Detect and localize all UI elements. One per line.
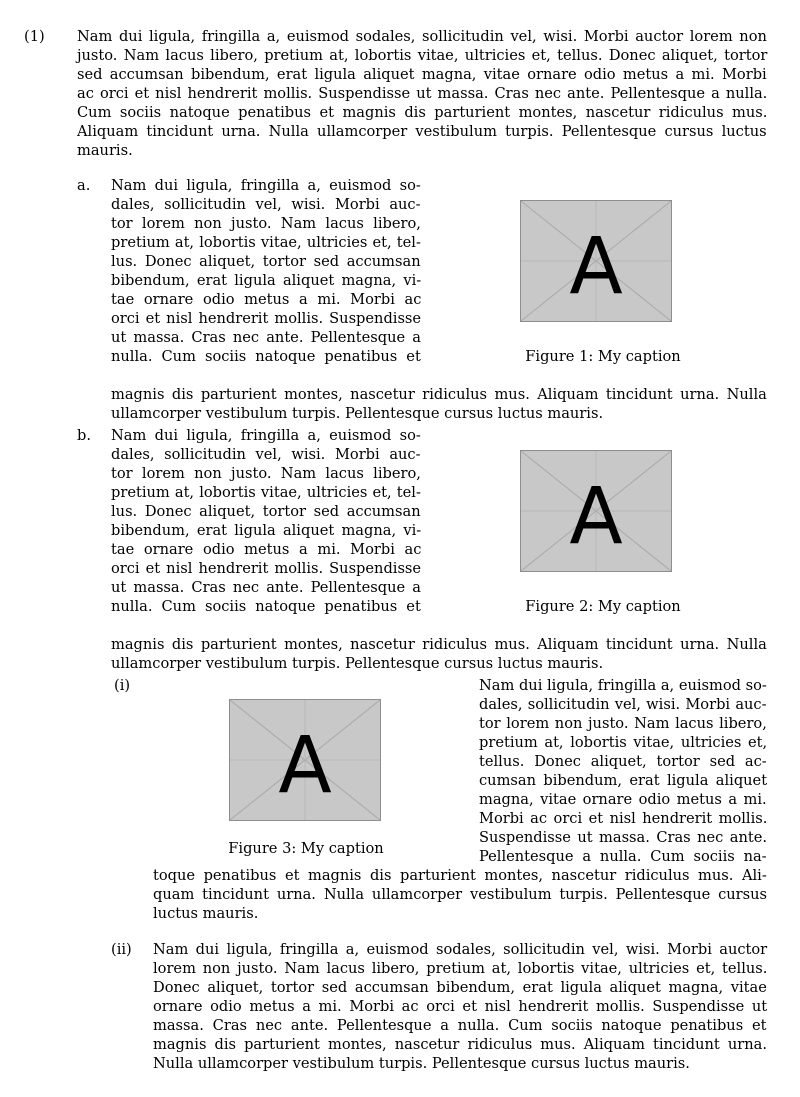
text-line: ut massa. Cras nec ante. Pellentesque a	[111, 579, 421, 596]
item-a-label: a.	[77, 177, 91, 194]
item-1-label: (1)	[24, 28, 45, 45]
text-line: dales, sollicitudin vel, wisi. Morbi auc-	[111, 446, 421, 463]
figure-3-caption: Figure 3: My caption	[228, 840, 384, 857]
text-line: Cum sociis natoque penatibus et magnis dis parturient montes, nascetur ridiculus mus.	[77, 104, 768, 121]
text-line: tor lorem non justo. Nam lacus libero,	[111, 215, 421, 232]
item-i-label: (i)	[114, 677, 131, 694]
text-line: ut massa. Cras nec ante. Pellentesque a	[111, 329, 421, 346]
text-line: Nam dui ligula, fringilla a, euismod sodales, sollicitudin vel, wisi. Morbi auctor	[153, 941, 768, 958]
placeholder-cross-icon	[521, 201, 671, 321]
text-line: quam tincidunt urna. Nulla ullamcorper vestibulum turpis. Pellentesque cursus	[153, 886, 768, 903]
text-line: Nam dui ligula, fringilla a, euismod so-	[111, 177, 421, 194]
item-b-label: b.	[77, 427, 91, 444]
text-line: tae ornare odio metus a mi. Morbi ac	[111, 291, 422, 308]
text-line: dales, sollicitudin vel, wisi. Morbi auc-	[479, 696, 767, 713]
text-line: cumsan bibendum, erat ligula aliquet	[479, 772, 768, 789]
text-line: bibendum, erat ligula aliquet magna, vi-	[111, 272, 422, 289]
figure-2-caption: Figure 2: My caption	[525, 598, 681, 615]
text-line: tellus. Donec aliquet, tortor sed ac-	[479, 753, 767, 770]
text-line: dales, sollicitudin vel, wisi. Morbi auc-	[111, 196, 421, 213]
text-line: mauris.	[77, 142, 133, 159]
text-line: bibendum, erat ligula aliquet magna, vi-	[111, 522, 422, 539]
text-line: magnis dis parturient montes, nascetur ridiculus mus. Aliquam tincidunt urna. Nulla	[111, 386, 767, 403]
text-line: luctus mauris.	[153, 905, 259, 922]
text-line: pretium at, lobortis vitae, ultricies et, tel-	[111, 484, 421, 501]
text-line: ac orci et nisl hendrerit mollis. Suspendisse ut massa. Cras nec ante. Pellentesque a nulla.	[77, 85, 768, 102]
placeholder-letter: A	[569, 472, 623, 562]
placeholder-cross-icon	[230, 700, 380, 820]
text-line: massa. Cras nec ante. Pellentesque a nulla. Cum sociis natoque penatibus et	[153, 1017, 767, 1034]
text-line: pretium at, lobortis vitae, ultricies et, tel-	[111, 234, 421, 251]
text-line: nulla. Cum sociis natoque penatibus et	[111, 598, 421, 615]
text-line: nulla. Cum sociis natoque penatibus et	[111, 348, 421, 365]
text-line: Nulla ullamcorper vestibulum turpis. Pellentesque cursus luctus mauris.	[153, 1055, 690, 1072]
text-line: magna, vitae ornare odio metus a mi.	[479, 791, 767, 808]
text-line: Pellentesque a nulla. Cum sociis na-	[479, 848, 767, 865]
item-ii-label: (ii)	[111, 941, 132, 958]
placeholder-letter: A	[569, 222, 623, 312]
text-line: sed accumsan bibendum, erat ligula aliquet magna, vitae ornare odio metus a mi. Morbi	[77, 66, 767, 83]
text-line: orci et nisl hendrerit mollis. Suspendisse	[111, 560, 422, 577]
text-line: Suspendisse ut massa. Cras nec ante.	[479, 829, 767, 846]
text-line: lus. Donec aliquet, tortor sed accumsan	[111, 253, 421, 270]
text-line: Donec aliquet, tortor sed accumsan bibendum, erat ligula aliquet magna, vitae	[153, 979, 767, 996]
text-line: magnis dis parturient montes, nascetur ridiculus mus. Aliquam tincidunt urna. Nulla	[111, 636, 767, 653]
text-line: lus. Donec aliquet, tortor sed accumsan	[111, 503, 421, 520]
text-line: Nam dui ligula, fringilla a, euismod so-	[479, 677, 767, 694]
text-line: lorem non justo. Nam lacus libero, pretium at, lobortis vitae, ultricies et, tellus.	[153, 960, 768, 977]
placeholder-cross-icon	[521, 451, 671, 571]
text-line: tae ornare odio metus a mi. Morbi ac	[111, 541, 422, 558]
text-line: toque penatibus et magnis dis parturient montes, nascetur ridiculus mus. Ali-	[153, 867, 767, 884]
text-line: Nam dui ligula, fringilla a, euismod so-	[111, 427, 421, 444]
figure-2-image	[520, 450, 672, 572]
text-line: orci et nisl hendrerit mollis. Suspendisse	[111, 310, 422, 327]
text-line: justo. Nam lacus libero, pretium at, lobortis vitae, ultricies et, tellus. Donec aliquet, tortor	[77, 47, 768, 64]
figure-1-caption: Figure 1: My caption	[525, 348, 681, 365]
text-line: tor lorem non justo. Nam lacus libero,	[479, 715, 767, 732]
figure-1-image	[520, 200, 672, 322]
text-line: tor lorem non justo. Nam lacus libero,	[111, 465, 421, 482]
figure-3-image	[229, 699, 381, 821]
text-line: magnis dis parturient montes, nascetur ridiculus mus. Aliquam tincidunt urna.	[153, 1036, 767, 1053]
text-line: pretium at, lobortis vitae, ultricies et,	[479, 734, 768, 751]
text-line: Aliquam tincidunt urna. Nulla ullamcorper vestibulum turpis. Pellentesque cursus luctus	[77, 123, 767, 140]
text-line: ullamcorper vestibulum turpis. Pellentesque cursus luctus mauris.	[111, 655, 604, 672]
text-line: Morbi ac orci et nisl hendrerit mollis.	[479, 810, 768, 827]
text-line: ornare odio metus a mi. Morbi ac orci et nisl hendrerit mollis. Suspendisse ut	[153, 998, 768, 1015]
text-line: Nam dui ligula, fringilla a, euismod sodales, sollicitudin vel, wisi. Morbi auctor lorem non	[77, 28, 767, 45]
text-line: ullamcorper vestibulum turpis. Pellentesque cursus luctus mauris.	[111, 405, 604, 422]
placeholder-letter: A	[278, 721, 332, 811]
